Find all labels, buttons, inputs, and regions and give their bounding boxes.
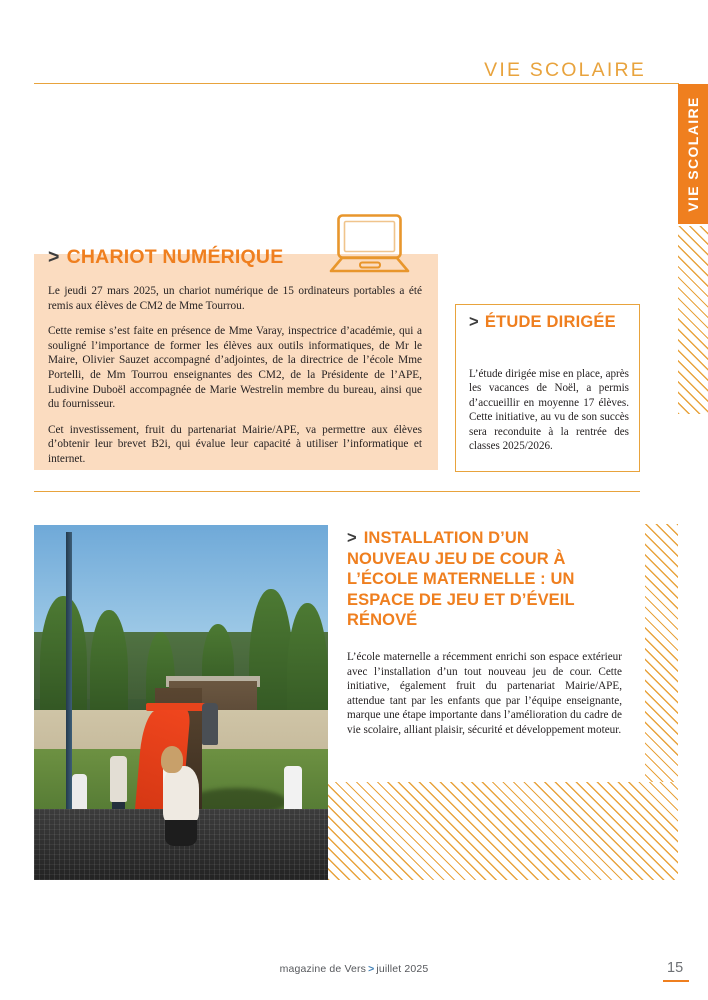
chariot-heading-label: CHARIOT NUMÉRIQUE bbox=[66, 246, 284, 268]
chariot-paragraph: Le jeudi 27 mars 2025, un chariot numérique de 15 ordinateurs portables a été remis aux élèves de CM2 de Mme Tourrou. bbox=[48, 285, 422, 312]
chariot-paragraph: Cette remise s’est faite en présence de Mme Varay, inspectrice d’académie, qui a souligné l’importance de former les élèves aux outils informatiques, de Mr le Maire, Olivier Sauzet accompagné d’adjointes, de la directrice de l’école Mme Portelli, de Mm Tourrou enseignantes des CM2, de la Présidente de l’APE, Ludivine Duboël accompagnée de Marie Westrelin membre du bureau, ainsi que du fournisseur. bbox=[48, 325, 422, 411]
hatch-decoration-bottom bbox=[328, 782, 678, 880]
page-number-rule bbox=[663, 980, 689, 982]
side-tab-label: VIE SCOLAIRE bbox=[685, 96, 701, 212]
chevron-icon: > bbox=[347, 529, 357, 547]
footer-credit bbox=[0, 963, 708, 975]
side-tab-vie-scolaire bbox=[678, 84, 708, 224]
etude-dirigee-block bbox=[455, 304, 640, 472]
section-header bbox=[34, 50, 679, 84]
footer-issue-date: juillet 2025 bbox=[376, 963, 429, 975]
playground-photo bbox=[34, 525, 328, 880]
section-separator-rule bbox=[34, 491, 640, 492]
photo-child-sitting bbox=[163, 766, 198, 823]
footer-magazine-name: magazine de Vers bbox=[279, 963, 367, 975]
photo-child bbox=[202, 703, 218, 746]
header-rule bbox=[34, 83, 679, 84]
chariot-numerique-block bbox=[34, 246, 438, 470]
etude-heading-label: ÉTUDE DIRIGÉE bbox=[484, 313, 616, 331]
jeu-heading bbox=[347, 528, 615, 631]
page-title: VIE SCOLAIRE bbox=[484, 58, 646, 81]
chevron-icon: > bbox=[469, 313, 479, 331]
page-number: 15 bbox=[667, 960, 684, 976]
chevron-icon: > bbox=[48, 246, 60, 268]
footer-separator-icon: > bbox=[368, 963, 375, 975]
etude-heading bbox=[469, 313, 629, 332]
photo-lamp-post bbox=[66, 532, 72, 809]
chariot-heading bbox=[48, 246, 283, 269]
chariot-paragraph: Cet investissement, fruit du partenariat Mairie/APE, va permettre aux élèves d’obtenir leur brevet B2i, qui évalue leur capacité à utiliser l’informatique et internet. bbox=[48, 423, 422, 465]
hatch-decoration-top-right bbox=[678, 226, 708, 414]
laptop-icon bbox=[325, 213, 421, 275]
chariot-body-text bbox=[48, 284, 422, 467]
jeu-heading-label: INSTALLATION D’UN NOUVEAU JEU DE COUR À L’ÉCOLE MATERNELLE : UN ESPACE DE JEU ET D’ÉVEIL RÉNOVÉ bbox=[347, 529, 575, 629]
etude-body-text: L’étude dirigée mise en place, après les vacances de Noël, a permis d’accueillir en moyenne 17 élèves. Cette initiative, au vu de son succès sera reconduite à la rentrée des classes 2025/2026. bbox=[469, 368, 629, 453]
photo-child bbox=[110, 756, 126, 802]
jeu-body-text: L’école maternelle a récemment enrichi son espace extérieur avec l’installation d’un tout nouveau jeu de cour. Cette initiative, également fruit du partenariat Mairie/APE, attendue tant par les enfants que par l’équipe enseignante, marque une étape importante dans l’amélioration du cadre de vie scolaire, alliant plaisir, sécurité et développement moteur. bbox=[347, 651, 622, 736]
